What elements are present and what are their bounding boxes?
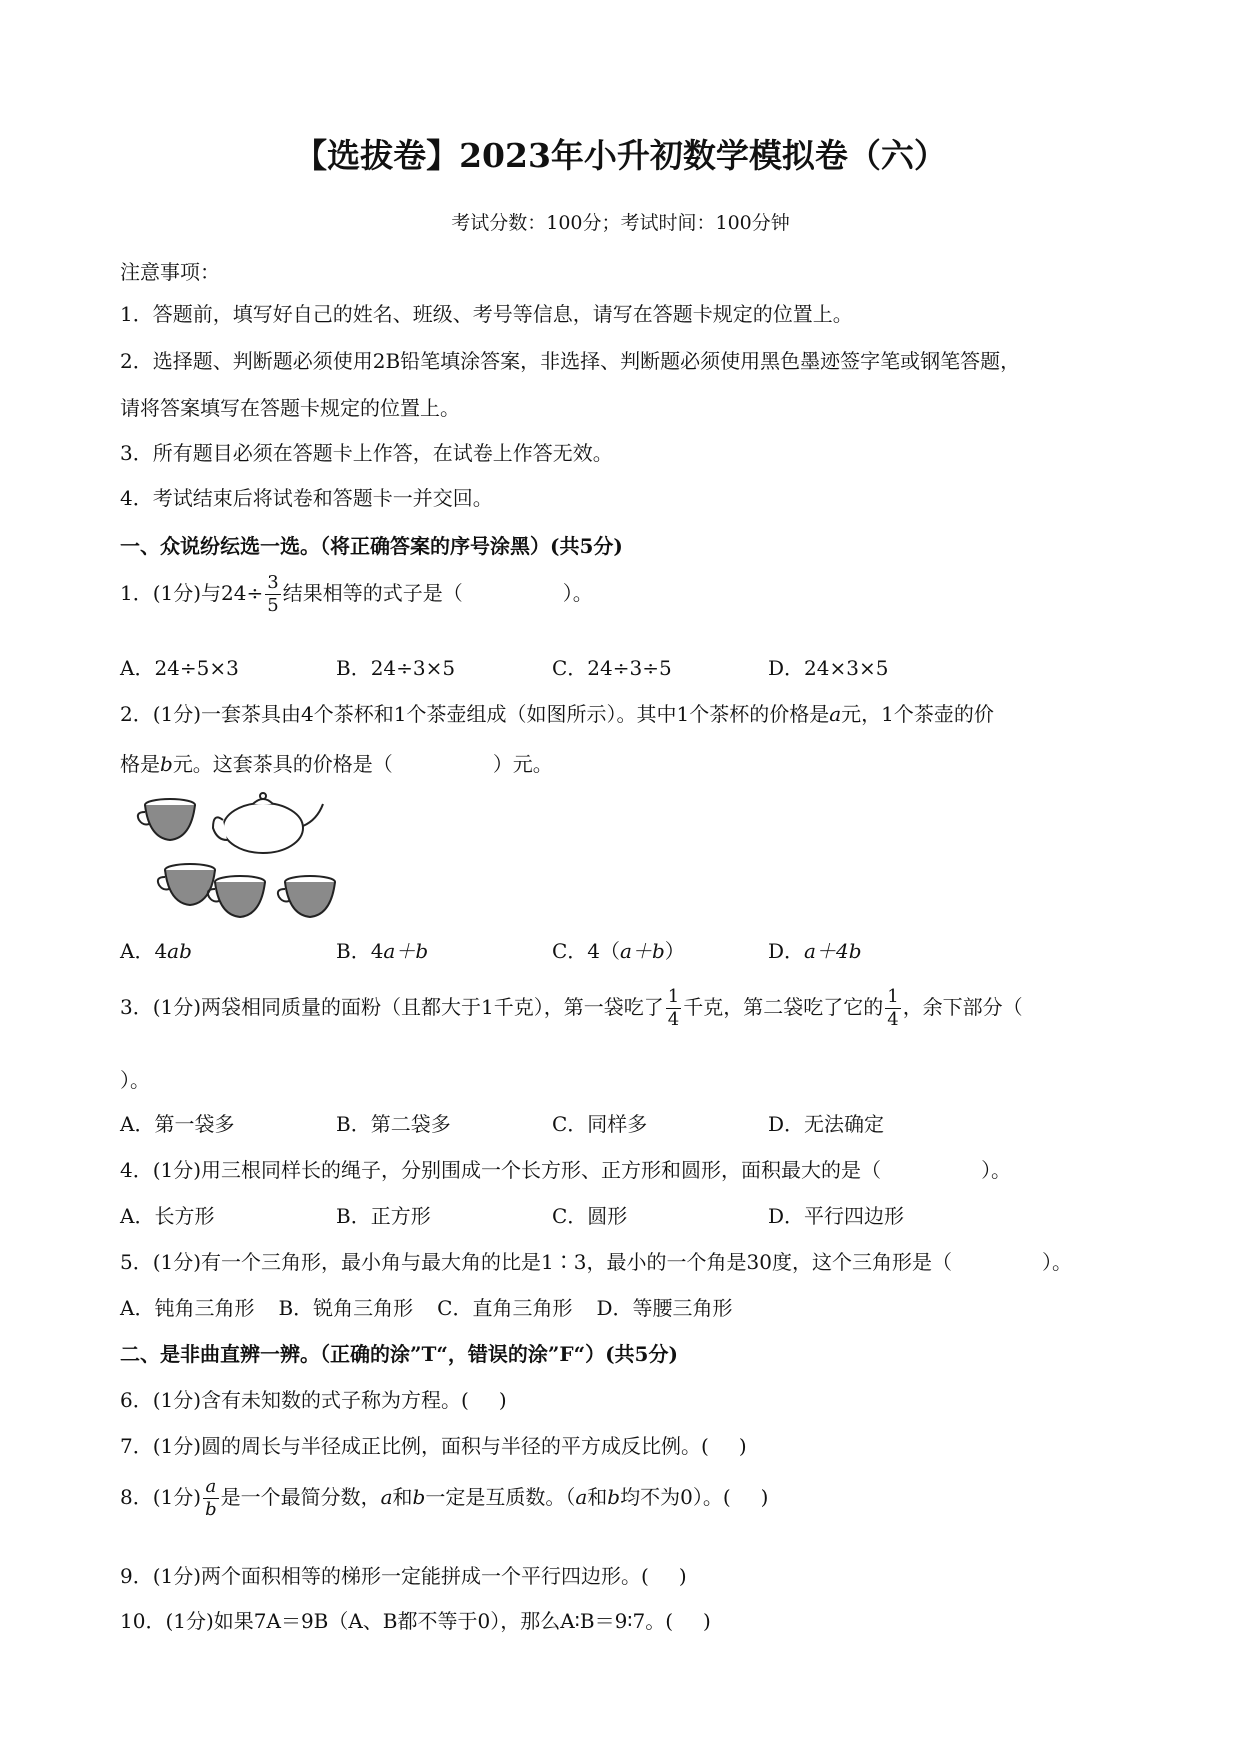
- q1-option-c[interactable]: C．24÷3÷5: [552, 656, 672, 680]
- question-4: 4．(1分)用三根同样长的绳子，分别围成一个长方形、正方形和圆形，面积最大的是（ ）。: [120, 1158, 1012, 1182]
- q1-option-b[interactable]: B．24÷3×5: [336, 656, 456, 680]
- question-3-line-2: ）。: [120, 1068, 150, 1092]
- question-2-line-2: 格是b元。这套茶具的价格是（ ）元。: [120, 752, 553, 776]
- question-5: 5．(1分)有一个三角形，最小角与最大角的比是1∶3，最小的一个角是30度，这个三角形是（ ）。: [120, 1250, 1072, 1274]
- note-4: 4．考试结束后将试卷和答题卡一并交回。: [120, 486, 493, 510]
- q4-option-c[interactable]: C．圆形: [552, 1204, 628, 1228]
- exam-subtitle: 考试分数：100分；考试时间：100分钟: [451, 212, 790, 234]
- q1-option-a[interactable]: A．24÷5×3: [120, 656, 239, 680]
- q3-option-d[interactable]: D．无法确定: [768, 1112, 885, 1136]
- question-9: 9．(1分)两个面积相等的梯形一定能拼成一个平行四边形。( ): [120, 1564, 687, 1588]
- q4-option-d[interactable]: D．平行四边形: [768, 1204, 905, 1228]
- note-1: 1．答题前，填写好自己的姓名、班级、考号等信息，请写在答题卡规定的位置上。: [120, 302, 853, 326]
- q5-option-a[interactable]: A．钝角三角形: [120, 1296, 255, 1320]
- teacup-icon: [278, 876, 335, 917]
- q2-option-c[interactable]: C．4（a＋b）: [552, 939, 685, 963]
- question-5-options: [120, 1292, 757, 1321]
- q3-option-a[interactable]: A．第一袋多: [120, 1112, 235, 1136]
- q5-option-b[interactable]: B．锐角三角形: [278, 1296, 414, 1320]
- question-6: 6．(1分)含有未知数的式子称为方程。( ): [120, 1388, 507, 1412]
- q4-option-b[interactable]: B．正方形: [336, 1204, 431, 1228]
- question-3-line-1: 3．(1分)两袋相同质量的面粉（且都大于1千克），第一袋吃了 $\frac{1}{4}$ 千克，第二袋吃了它的 $\frac{1}{4}$ ，余下部分（: [120, 986, 1023, 1030]
- q2-option-a[interactable]: A．4ab: [120, 939, 192, 963]
- fraction-1-4: $\frac{1}{4}$: [887, 986, 899, 1030]
- section-1-heading: 一、众说纷纭选一选。（将正确答案的序号涂黑）(共5分): [120, 534, 623, 558]
- question-2-line-1: 2．(1分)一套茶具由4个茶杯和1个茶壶组成（如图所示）。其中1个茶杯的价格是a元，1个茶壶的价: [120, 702, 994, 726]
- q5-option-c[interactable]: C．直角三角形: [437, 1296, 573, 1320]
- notes-heading: 注意事项：: [120, 260, 220, 284]
- fraction-3-5: $\frac{3}{5}$: [267, 572, 279, 616]
- q3-option-c[interactable]: C．同样多: [552, 1112, 648, 1136]
- question-4-options: [120, 1200, 984, 1229]
- question-8: 8．(1分) $\frac{a}{b}$ 是一个最简分数，a和b一定是互质数。（a和b均不为0）。( ): [120, 1476, 769, 1520]
- note-3: 3．所有题目必须在答题卡上作答，在试卷上作答无效。: [120, 441, 613, 465]
- q1-option-d[interactable]: D．24×3×5: [768, 656, 889, 680]
- fraction-a-b: $\frac{a}{b}$: [205, 1476, 217, 1520]
- fraction-1-4: $\frac{1}{4}$: [667, 986, 680, 1030]
- question-2-options: [120, 935, 984, 964]
- note-2-cont: 请将答案填写在答题卡规定的位置上。: [120, 396, 460, 420]
- q2-option-b[interactable]: B．4a＋b: [336, 939, 429, 963]
- note-2: 2．选择题、判断题必须使用2B铅笔填涂答案，非选择、判断题必须使用黑色墨迹签字笔或钢笔答题，: [120, 349, 1021, 373]
- question-7: 7．(1分)圆的周长与半径成正比例，面积与半径的平方成反比例。( ): [120, 1434, 747, 1458]
- question-3-options: [120, 1108, 984, 1137]
- q4-option-a[interactable]: A．长方形: [120, 1204, 215, 1228]
- teacup-icon: [138, 799, 195, 840]
- exam-title: 【选拔卷】2023年小升初数学模拟卷（六）: [294, 136, 947, 175]
- q3-option-b[interactable]: B．第二袋多: [336, 1112, 451, 1136]
- q5-option-d[interactable]: D．等腰三角形: [596, 1296, 733, 1320]
- question-10: 10．(1分)如果7A＝9B（A、B都不等于0），那么A∶B＝9∶7。( ): [120, 1609, 711, 1633]
- section-2-heading: 二、是非曲直辨一辨。（正确的涂”T“，错误的涂”F“）(共5分): [120, 1342, 678, 1366]
- q2-option-d[interactable]: D．a＋4b: [768, 939, 862, 963]
- question-1: 1．(1分)与24÷ $\frac{3}{5}$ 结果相等的式子是（ ）。: [120, 572, 593, 616]
- question-1-options: [120, 652, 984, 681]
- teacup-icon: [158, 864, 215, 905]
- teapot-icon: [213, 793, 323, 853]
- teacup-icon: [208, 876, 265, 917]
- tea-set-figure: [135, 790, 365, 930]
